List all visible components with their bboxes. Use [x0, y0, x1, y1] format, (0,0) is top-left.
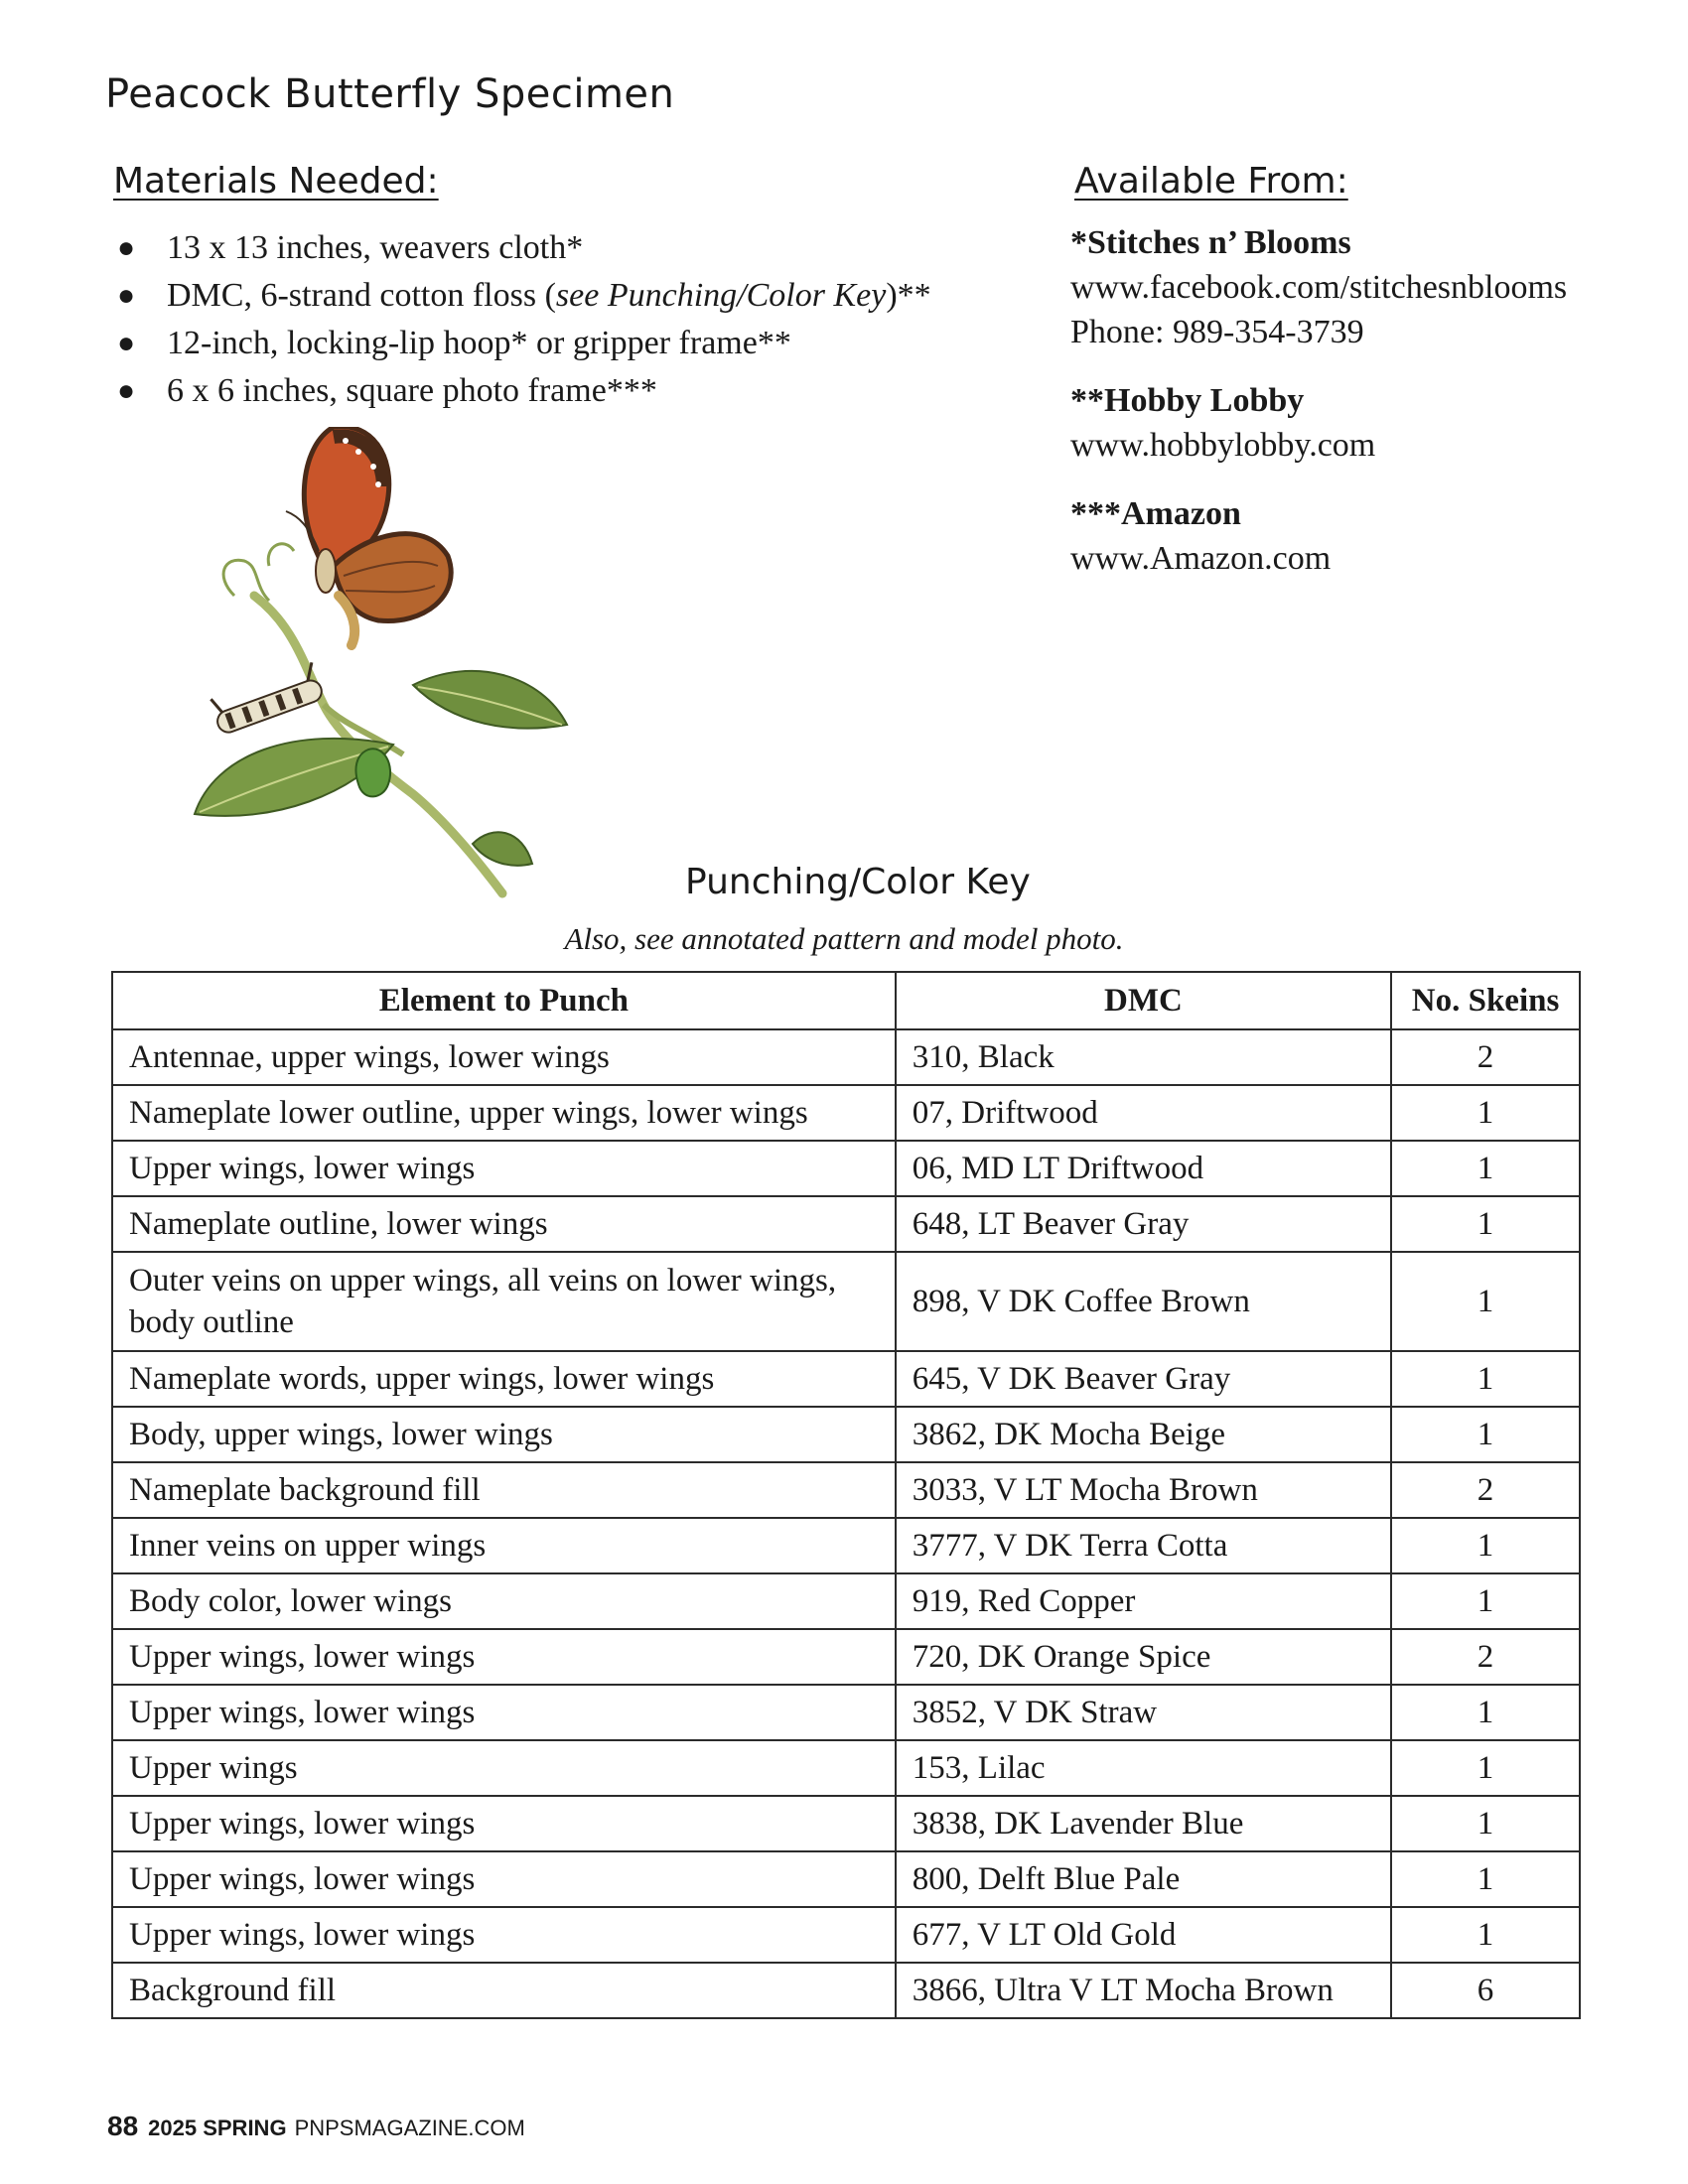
color-key-subtitle: Also, see annotated pattern and model photo.	[564, 921, 1124, 956]
skeins-cell: 2	[1391, 1629, 1580, 1685]
dmc-cell: 07, Driftwood	[896, 1085, 1391, 1141]
issue-label: 2025 SPRING	[148, 2116, 287, 2140]
skeins-cell: 1	[1391, 1518, 1580, 1573]
element-cell: Nameplate background fill	[112, 1462, 896, 1518]
skeins-cell: 6	[1391, 1963, 1580, 2018]
bullet-icon: ●	[117, 279, 136, 312]
dmc-cell: 3866, Ultra V LT Mocha Brown	[896, 1963, 1391, 2018]
vendor-amazon	[1070, 491, 1567, 581]
dmc-cell: 3838, DK Lavender Blue	[896, 1796, 1391, 1851]
skeins-cell: 1	[1391, 1796, 1580, 1851]
element-cell: Nameplate outline, lower wings	[112, 1196, 896, 1252]
element-cell: Nameplate lower outline, upper wings, lower wings	[112, 1085, 896, 1141]
available-heading: Available From:	[1074, 161, 1348, 202]
element-cell: Upper wings, lower wings	[112, 1851, 896, 1907]
materials-heading: Materials Needed:	[113, 161, 439, 202]
skeins-cell: 1	[1391, 1407, 1580, 1462]
butterfly-caterpillar-illustration	[175, 427, 602, 903]
page-footer	[107, 2111, 525, 2142]
color-key-heading: Punching/Color Key	[685, 862, 1031, 902]
skeins-cell: 1	[1391, 1851, 1580, 1907]
page-number: 88	[107, 2111, 139, 2141]
list-item: ● 13 x 13 inches, weavers cloth*	[107, 224, 931, 272]
vendor-url[interactable]: www.facebook.com/stitchesnblooms	[1070, 269, 1568, 306]
bullet-icon: ●	[117, 374, 136, 407]
bullet-icon: ●	[117, 231, 136, 264]
vendor-name: **Hobby Lobby	[1070, 382, 1305, 419]
element-cell: Outer veins on upper wings, all veins on lower wings, body outline	[112, 1252, 896, 1351]
element-cell: Upper wings, lower wings	[112, 1907, 896, 1963]
vendor-hobby-lobby	[1070, 378, 1567, 468]
vendor-name: *Stitches n’ Blooms	[1070, 224, 1351, 261]
vendor-stitches	[1070, 220, 1567, 354]
dmc-cell: 645, V DK Beaver Gray	[896, 1351, 1391, 1407]
dmc-cell: 898, V DK Coffee Brown	[896, 1252, 1391, 1351]
vendor-name: ***Amazon	[1070, 495, 1241, 532]
element-cell: Inner veins on upper wings	[112, 1518, 896, 1573]
dmc-cell: 800, Delft Blue Pale	[896, 1851, 1391, 1907]
table-row	[112, 1796, 1580, 1851]
vendor-list	[1070, 220, 1567, 605]
element-cell: Antennae, upper wings, lower wings	[112, 1029, 896, 1085]
element-cell: Body color, lower wings	[112, 1573, 896, 1629]
element-cell: Upper wings	[112, 1740, 896, 1796]
table-row	[112, 1407, 1580, 1462]
dmc-cell: 06, MD LT Driftwood	[896, 1141, 1391, 1196]
column-header-element: Element to Punch	[112, 972, 896, 1029]
column-header-dmc: DMC	[896, 972, 1391, 1029]
skeins-cell: 1	[1391, 1685, 1580, 1740]
skeins-cell: 2	[1391, 1029, 1580, 1085]
butterfly	[286, 427, 451, 645]
element-cell: Upper wings, lower wings	[112, 1141, 896, 1196]
dmc-cell: 153, Lilac	[896, 1740, 1391, 1796]
dmc-cell: 720, DK Orange Spice	[896, 1629, 1391, 1685]
table-row	[112, 1252, 1580, 1351]
skeins-cell: 1	[1391, 1573, 1580, 1629]
materials-list	[107, 224, 931, 415]
table-row	[112, 1196, 1580, 1252]
bullet-icon: ●	[117, 327, 136, 359]
leaf-right	[413, 671, 567, 729]
tendril	[268, 544, 294, 566]
skeins-cell: 1	[1391, 1907, 1580, 1963]
site-link[interactable]: PNPSMAGAZINE.COM	[294, 2116, 525, 2140]
element-cell: Body, upper wings, lower wings	[112, 1407, 896, 1462]
dmc-cell: 3033, V LT Mocha Brown	[896, 1462, 1391, 1518]
vendor-url[interactable]: www.hobbylobby.com	[1070, 427, 1376, 464]
skeins-cell: 1	[1391, 1196, 1580, 1252]
chrysalis	[355, 749, 390, 796]
table-header-row	[112, 972, 1580, 1029]
color-key-table	[111, 971, 1581, 2019]
butterfly-body	[316, 549, 336, 593]
skeins-cell: 1	[1391, 1351, 1580, 1407]
dmc-cell: 3777, V DK Terra Cotta	[896, 1518, 1391, 1573]
skeins-cell: 2	[1391, 1462, 1580, 1518]
element-cell: Upper wings, lower wings	[112, 1629, 896, 1685]
skeins-cell: 1	[1391, 1085, 1580, 1141]
dmc-cell: 677, V LT Old Gold	[896, 1907, 1391, 1963]
table-row	[112, 1141, 1580, 1196]
table-row	[112, 1685, 1580, 1740]
table-row	[112, 1518, 1580, 1573]
table-row	[112, 1351, 1580, 1407]
table-row	[112, 1963, 1580, 2018]
skeins-cell: 1	[1391, 1252, 1580, 1351]
element-cell: Upper wings, lower wings	[112, 1796, 896, 1851]
table-row	[112, 1462, 1580, 1518]
table-row	[112, 1085, 1580, 1141]
table-row	[112, 1629, 1580, 1685]
table-row	[112, 1907, 1580, 1963]
table-row	[112, 1740, 1580, 1796]
dmc-cell: 919, Red Copper	[896, 1573, 1391, 1629]
page-title: Peacock Butterfly Specimen	[105, 71, 675, 117]
dmc-cell: 310, Black	[896, 1029, 1391, 1085]
table-row	[112, 1573, 1580, 1629]
tendril	[223, 560, 269, 601]
column-header-skeins: No. Skeins	[1391, 972, 1580, 1029]
skeins-cell: 1	[1391, 1141, 1580, 1196]
dmc-cell: 3862, DK Mocha Beige	[896, 1407, 1391, 1462]
element-cell: Background fill	[112, 1963, 896, 2018]
element-cell: Upper wings, lower wings	[112, 1685, 896, 1740]
element-cell: Nameplate words, upper wings, lower wings	[112, 1351, 896, 1407]
vendor-url[interactable]: www.Amazon.com	[1070, 540, 1332, 577]
vendor-phone: Phone: 989-354-3739	[1070, 314, 1364, 350]
table-row	[112, 1029, 1580, 1085]
dmc-cell: 3852, V DK Straw	[896, 1685, 1391, 1740]
dmc-cell: 648, LT Beaver Gray	[896, 1196, 1391, 1252]
table-row	[112, 1851, 1580, 1907]
list-item: ● 12-inch, locking-lip hoop* or gripper frame**	[107, 320, 931, 367]
skeins-cell: 1	[1391, 1740, 1580, 1796]
list-item: ● DMC, 6-strand cotton floss (see Punching/Color Key)**	[107, 272, 931, 320]
list-item: ● 6 x 6 inches, square photo frame***	[107, 367, 931, 415]
